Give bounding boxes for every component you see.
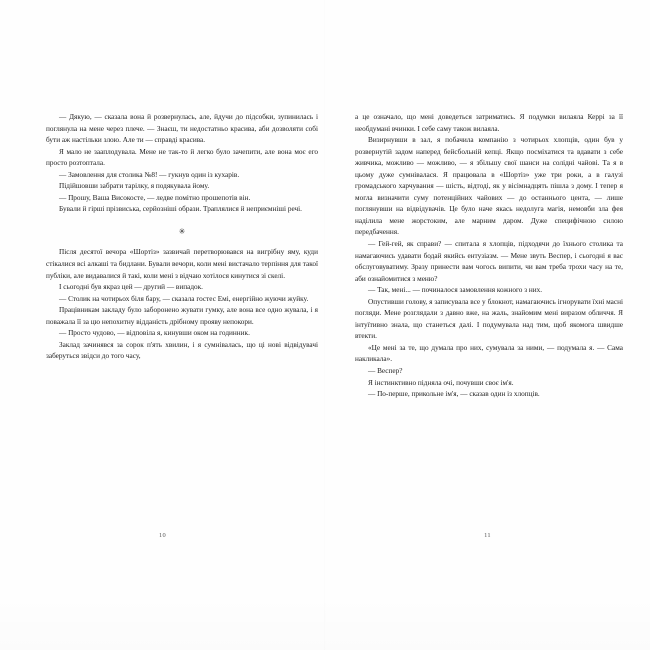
- paragraph: «Це мені за те, що думала про них, сумувала за ними, — подумала я. — Сама накликала».: [355, 343, 623, 364]
- paragraph: — Прошу, Ваша Високосте, — ледве помітно прошепотів він.: [59, 193, 251, 202]
- paragraph: — Веспер?: [368, 367, 403, 376]
- paragraph: — Просто чудово, — відповіла я, кинувши оком на годинник.: [59, 329, 250, 338]
- paragraph: — Замовлення для столика №8! — гукнув один із кухарів.: [59, 170, 240, 179]
- right-page: [325, 0, 650, 650]
- page-number-left: 10: [159, 532, 166, 539]
- paragraph: а це означало, що мені доведеться затриматись. Я подумки вилаяла Керрі за її необдумані вчинки. І себе саму також вилаяла.: [355, 113, 623, 133]
- paragraph: Опустивши голову, я записувала все у блокнот, намагаючись ігнорувати їхні масні погляди. Мене розглядали з давно вже, на жаль, знайомим мені виразом обличчя. Я інтуїтивно знала, що станеться далі. І подумувала над тим, щоб якомога швидше втекти.: [355, 297, 623, 341]
- paragraph: — Так, мені... — починалося замовлення кожного з них.: [368, 286, 543, 295]
- paragraph: Працівникам закладу було заборонено жувати гумку, але вона все одно жувала, і я поважала її за цю непохитну відданість дрібному прояву непокори.: [46, 306, 318, 326]
- right-page-text-column: [355, 112, 623, 401]
- left-page-text-column: [46, 112, 318, 363]
- paragraph: — По-перше, прикольне ім'я, — сказав один із хлопців.: [368, 390, 540, 399]
- paragraph: Після десятої вечора «Шортіз» зазвичай перетворювався на вигрібну яму, куди стікалися всі алкаші та бидлани. Бували вечори, коли мені вистачало терпіння для такої публіки, але видавалися й такі, коли мені з відчаю хотілося кинутися зі скелі.: [46, 248, 318, 280]
- paragraph: І сьогодні був якраз цей — другий — випадок.: [59, 283, 203, 292]
- paragraph: Заклад зачинявся за сорок п'ять хвилин, і я сумнівалась, що ці нові відвідувачі заберуться звідси до того часу,: [46, 340, 318, 361]
- section-divider: [46, 216, 318, 248]
- paragraph: Я інстинктивно підняла очі, почувши своє ім'я.: [368, 378, 514, 387]
- paragraph: — Дякую, — сказала вона й розвернулась, але, йдучи до підсобки, зупинилась і поглянула на мене через плече. — Знаєш, ти недостатньо красива, аби дозволяти собі бути аж настільки злою. Але ти — справді красива.: [46, 113, 318, 145]
- paragraph: Визирнувши в зал, я побачила компанію з чотирьох хлопців, один був у розвернутій задом наперед бейсбольній кепці. Якщо посміхатися та вдавати з себе живчика, можливо — можливо, — я збільшу свої шанси на солідні чайові. Та я в цьому дуже сумнівалася. Я працювала в «Шортіз» уже три роки, а в галузі громадського харчування — шість, відтоді, як у вісімнадцять пішла з дому. І тепер я могла визначити суму потенційних чайових — до останнього цента, — лише поглянувши на відвідувачів. Це було наче якась недолуга магія, немовби зла фея наділила мене жорстоким, але марним даром. Дуже специфічною силою передбачення.: [355, 136, 623, 237]
- paragraph: — Столик на чотирьох біля бару, — сказала гостес Емі, енергійно жуючи жуйку.: [59, 294, 309, 303]
- paragraph: — Гей-гей, як справи? — спитала я хлопців, підходячи до їхнього столика та намагаючись удавати бодай якийсь ентузіазм. — Мене звуть Веспер, і сьогодні я вас обслуговуватиму. Зразу принести вам чогось випити, чи вам треба трохи часу на те, аби ознайомитися з меню?: [355, 240, 623, 283]
- section-divider-glyph: ✳: [178, 226, 186, 236]
- paragraph: Бували й гірші прізвиська, серйозніші образи. Траплялися й неприємніші речі.: [59, 205, 302, 214]
- page-number-right: 11: [484, 532, 491, 539]
- paragraph: Я мало не зааплодувала. Мене не так-то й легко було зачепити, але вона моє его просто розтоптала.: [46, 147, 318, 168]
- paragraph: Підійшовши забрати тарілку, я подякувала йому.: [59, 182, 210, 191]
